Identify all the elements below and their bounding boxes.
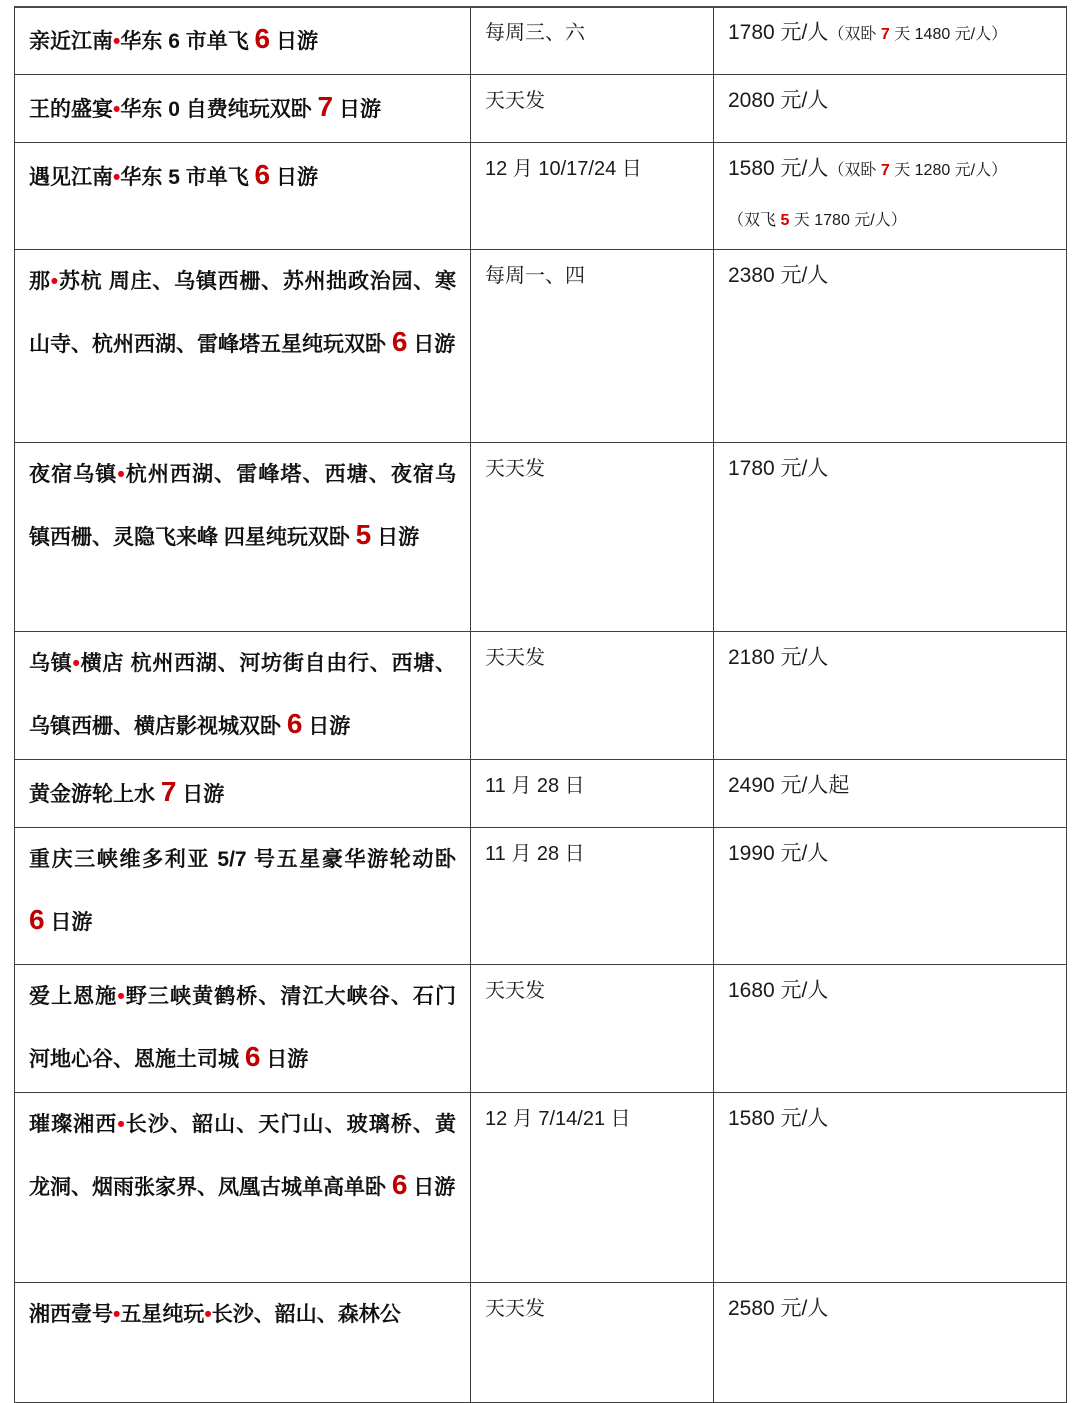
table-row <box>15 7 1067 75</box>
table-row <box>15 75 1067 143</box>
tour-name-cell: 重庆三峡维多利亚 5/7 号五星豪华游轮动卧 6 日游 <box>15 828 471 965</box>
page <box>0 6 1080 1326</box>
tour-name-cell: 乌镇•横店 杭州西湖、河坊街自由行、西塘、乌镇西栅、横店影视城双卧 6 日游 <box>15 632 471 760</box>
table-row <box>15 250 1067 443</box>
price-cell: 1780 元/人 <box>714 443 1067 632</box>
schedule-cell: 天天发 <box>471 632 714 760</box>
tour-name-cell: 亲近江南•华东 6 市单飞 6 日游 <box>15 7 471 75</box>
tour-name-cell: 黄金游轮上水 7 日游 <box>15 760 471 828</box>
table-row <box>15 632 1067 760</box>
schedule-cell: 天天发 <box>471 443 714 632</box>
schedule-cell: 每周一、四 <box>471 250 714 443</box>
table-row <box>15 143 1067 250</box>
price-cell: 1780 元/人（双卧 7 天 1480 元/人） <box>714 7 1067 75</box>
price-cell: 2080 元/人 <box>714 75 1067 143</box>
tour-name-cell: 璀璨湘西•长沙、韶山、天门山、玻璃桥、黄龙洞、烟雨张家界、凤凰古城单高单卧 6 日游 <box>15 1093 471 1283</box>
tour-name-cell: 湘西壹号•五星纯玩•长沙、韶山、森林公 <box>15 1283 471 1403</box>
schedule-cell: 每周三、六 <box>471 7 714 75</box>
schedule-cell: 12 月 10/17/24 日 <box>471 143 714 250</box>
price-cell: 1990 元/人 <box>714 828 1067 965</box>
price-cell: 1580 元/人（双卧 7 天 1280 元/人） （双飞 5 天 1780 元/人） <box>714 143 1067 250</box>
table-row <box>15 1283 1067 1403</box>
price-cell: 1680 元/人 <box>714 965 1067 1093</box>
schedule-cell: 天天发 <box>471 965 714 1093</box>
tour-name-cell: 爱上恩施•野三峡黄鹤桥、清江大峡谷、石门河地心谷、恩施土司城 6 日游 <box>15 965 471 1093</box>
cropped-row-border <box>14 6 1066 8</box>
tour-name-cell: 遇见江南•华东 5 市单飞 6 日游 <box>15 143 471 250</box>
schedule-cell: 天天发 <box>471 1283 714 1403</box>
schedule-cell: 天天发 <box>471 75 714 143</box>
schedule-cell: 11 月 28 日 <box>471 760 714 828</box>
table-row <box>15 760 1067 828</box>
price-cell: 2490 元/人起 <box>714 760 1067 828</box>
table-row <box>15 965 1067 1093</box>
table-row <box>15 828 1067 965</box>
tour-name-cell: 王的盛宴•华东 0 自费纯玩双卧 7 日游 <box>15 75 471 143</box>
tour-price-table <box>14 6 1067 1403</box>
price-cell: 1580 元/人 <box>714 1093 1067 1283</box>
table-row <box>15 443 1067 632</box>
price-cell: 2180 元/人 <box>714 632 1067 760</box>
schedule-cell: 12 月 7/14/21 日 <box>471 1093 714 1283</box>
tour-name-cell: 那•苏杭 周庄、乌镇西栅、苏州拙政治园、寒山寺、杭州西湖、雷峰塔五星纯玩双卧 6 日游 <box>15 250 471 443</box>
price-cell: 2580 元/人 <box>714 1283 1067 1403</box>
tour-name-cell: 夜宿乌镇•杭州西湖、雷峰塔、西塘、夜宿乌镇西栅、灵隐飞来峰 四星纯玩双卧 5 日游 <box>15 443 471 632</box>
schedule-cell: 11 月 28 日 <box>471 828 714 965</box>
table-row <box>15 1093 1067 1283</box>
price-cell: 2380 元/人 <box>714 250 1067 443</box>
